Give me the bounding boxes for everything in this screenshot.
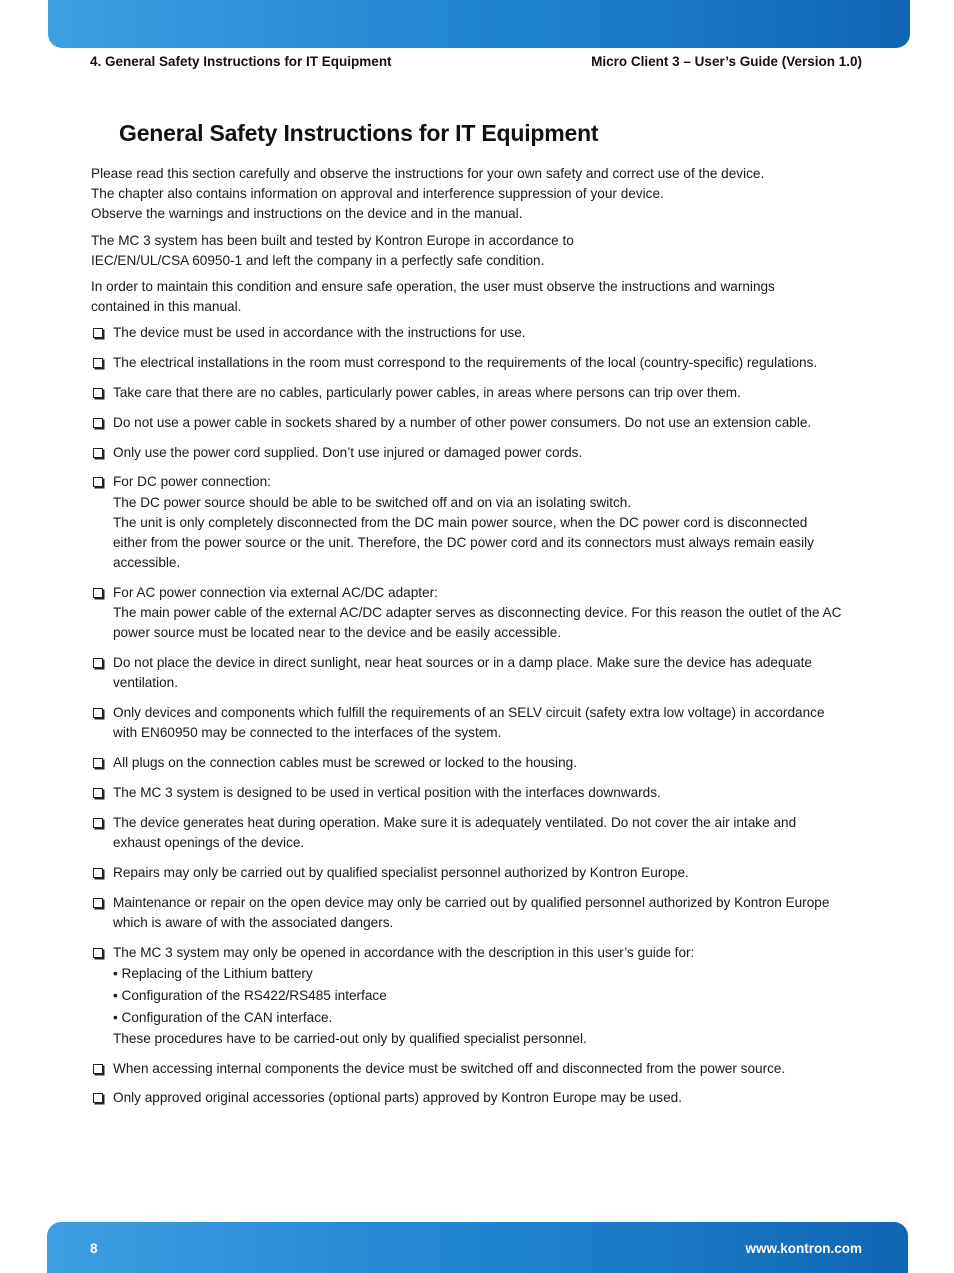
list-item: [91, 653, 867, 693]
paragraph-line: Observe the warnings and instructions on the device and in the manual.: [91, 206, 523, 222]
checkbox-bullet-icon: [93, 818, 103, 828]
list-item-line: either from the power source or the unit. Therefore, the DC power cord and its connectors must always remain easily: [113, 535, 814, 551]
checkbox-bullet-icon: [93, 658, 103, 668]
paragraph-line: The chapter also contains information on approval and interference suppression of your device.: [91, 186, 664, 202]
list-item-line: When accessing internal components the device must be switched off and disconnected from the power source.: [113, 1060, 786, 1076]
list-item-line: The device must be used in accordance with the instructions for use.: [113, 325, 526, 341]
list-item-line: ventilation.: [113, 675, 178, 691]
list-item-line: which is aware of with the associated dangers.: [113, 914, 394, 930]
checkbox-bullet-icon: [93, 418, 103, 428]
header-guide-title: Micro Client 3 – User’s Guide (Version 1.0): [591, 53, 862, 69]
intro-paragraph: [91, 231, 867, 271]
page-title: General Safety Instructions for IT Equipment: [119, 120, 599, 146]
list-item-line: Do not use a power cable in sockets shared by a number of other power consumers. Do not use an extension cable.: [113, 414, 812, 430]
checkbox-bullet-icon: [93, 477, 103, 487]
list-item: [91, 323, 867, 343]
page-number: 8: [90, 1241, 98, 1256]
checkbox-bullet-icon: [93, 868, 103, 878]
list-item: [91, 383, 867, 403]
list-item-line: Repairs may only be carried out by qualified specialist personnel authorized by Kontron Europe.: [113, 864, 689, 880]
checkbox-bullet-icon: [93, 328, 103, 338]
checkbox-bullet-icon: [93, 758, 103, 768]
list-item: [91, 783, 867, 803]
list-item-line: Only devices and components which fulfill the requirements of an SELV circuit (safety extra low voltage) in accordance: [113, 705, 825, 721]
list-item-line: with EN60950 may be connected to the interfaces of the system.: [113, 725, 502, 741]
list-item-line: Do not place the device in direct sunlight, near heat sources or in a damp place. Make sure the device has adequate: [113, 655, 812, 671]
sub-list-item: • Configuration of the RS422/RS485 interface: [113, 987, 387, 1003]
list-item: [91, 893, 867, 933]
list-item-line: For DC power connection:: [113, 474, 271, 490]
list-item: [91, 1059, 867, 1079]
checkbox-bullet-icon: [93, 448, 103, 458]
list-item: [91, 863, 867, 883]
header-section-title: 4. General Safety Instructions for IT Equipment: [90, 53, 392, 69]
paragraph-line: In order to maintain this condition and ensure safe operation, the user must observe the instructions and warnings: [91, 279, 775, 295]
list-item-line: The main power cable of the external AC/DC adapter serves as disconnecting device. For this reason the outlet of the AC: [113, 605, 842, 621]
intro-section: [91, 164, 867, 317]
list-item-line: The MC 3 system may only be opened in accordance with the description in this user’s guide for:: [113, 944, 695, 960]
checkbox-bullet-icon: [93, 898, 103, 908]
list-item-line: Maintenance or repair on the open device may only be carried out by qualified personnel authorized by Kontron Europe: [113, 894, 830, 910]
list-item: [91, 753, 867, 773]
list-item: [91, 943, 867, 1049]
checkbox-bullet-icon: [93, 1093, 103, 1103]
list-item-line: power source must be located near to the device and be easily accessible.: [113, 625, 562, 641]
list-item: [91, 703, 867, 743]
intro-paragraph: [91, 164, 867, 225]
footer-url[interactable]: www.kontron.com: [745, 1241, 862, 1256]
list-item: [91, 583, 867, 644]
paragraph-line: IEC/EN/UL/CSA 60950-1 and left the company in a perfectly safe condition.: [91, 252, 545, 268]
safety-instructions-list: [91, 323, 867, 1108]
list-item-note: These procedures have to be carried-out only by qualified specialist personnel.: [113, 1030, 587, 1046]
list-item: [91, 353, 867, 373]
sub-list-item: • Configuration of the CAN interface.: [113, 1009, 333, 1025]
list-item-line: Take care that there are no cables, particularly power cables, in areas where persons can trip over them.: [113, 385, 741, 401]
list-item-line: Only use the power cord supplied. Don’t use injured or damaged power cords.: [113, 444, 583, 460]
list-item: [91, 1088, 867, 1108]
checkbox-bullet-icon: [93, 788, 103, 798]
list-item-line: All plugs on the connection cables must be screwed or locked to the housing.: [113, 755, 577, 771]
list-item-line: accessible.: [113, 555, 181, 571]
list-item: [91, 443, 867, 463]
checkbox-bullet-icon: [93, 1064, 103, 1074]
list-item: [91, 472, 867, 573]
checkbox-bullet-icon: [93, 388, 103, 398]
list-item-line: The unit is only completely disconnected from the DC main power source, when the DC power cord is disconnected: [113, 514, 808, 530]
list-item-line: The device generates heat during operation. Make sure it is adequately ventilated. Do not cover the air intake and: [113, 814, 797, 830]
checkbox-bullet-icon: [93, 948, 103, 958]
list-item: [91, 413, 867, 433]
checkbox-bullet-icon: [93, 588, 103, 598]
paragraph-line: Please read this section carefully and observe the instructions for your own safety and correct use of the device.: [91, 166, 765, 181]
intro-paragraph: [91, 277, 867, 317]
list-item-line: exhaust openings of the device.: [113, 835, 305, 851]
list-item-line: For AC power connection via external AC/DC adapter:: [113, 585, 438, 601]
list-item-line: The electrical installations in the room must correspond to the requirements of the local (country-specific) regulations.: [113, 355, 818, 371]
main-content: [91, 164, 867, 1118]
running-header: [90, 51, 862, 71]
paragraph-line: contained in this manual.: [91, 299, 242, 315]
list-item-line: The DC power source should be able to be switched off and on via an isolating switch.: [113, 494, 632, 510]
checkbox-bullet-icon: [93, 708, 103, 718]
sub-list-item: • Replacing of the Lithium battery: [113, 965, 313, 981]
list-item: [91, 813, 867, 853]
paragraph-line: The MC 3 system has been built and tested by Kontron Europe in accordance to: [91, 232, 574, 248]
list-item-line: Only approved original accessories (optional parts) approved by Kontron Europe may be used.: [113, 1090, 682, 1106]
checkbox-bullet-icon: [93, 358, 103, 368]
list-item-line: The MC 3 system is designed to be used in vertical position with the interfaces downwards.: [113, 785, 661, 801]
top-banner: [48, 0, 910, 48]
